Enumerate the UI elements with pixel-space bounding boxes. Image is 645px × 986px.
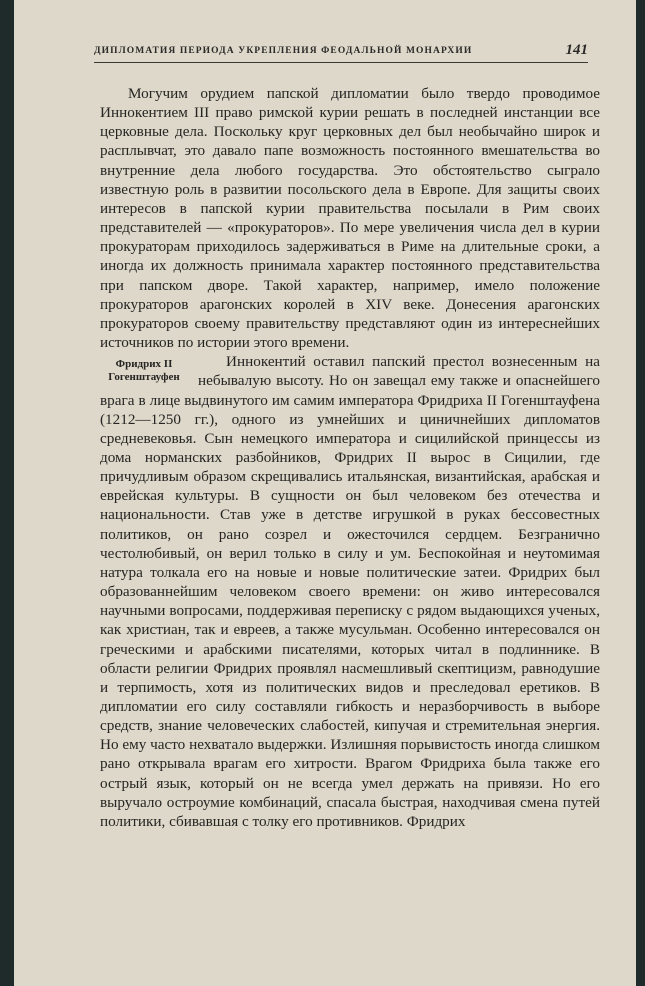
margin-heading-line-1: Фридрих II xyxy=(115,358,173,371)
margin-heading xyxy=(96,358,192,384)
margin-heading-line-2: Гогенштауфен xyxy=(108,371,180,384)
paragraph-1: Могучим орудием папской дипломатии было твердо проводимое Иннокентием III право римской курии решать в последней инстанции все церковные дела. Поскольку круг церковных дел был необычайно широк и расплывчат, это давало папе возможность постоянного вмешательства во внутренние дела любого государства. Это обстоятельство сыграло известную роль в развитии посольского дела в Европе. Для защиты своих интересов в папской курии правительства посылали в Рим своих представителей — «прокураторов». По мере увеличения числа дел в курии прокураторам приходилось задерживаться в Риме на длительные сроки, а иногда их должность принимала характер постоянного представительства при папском дворе. Такой характер, например, имело положение прокураторов арагонских королей в XIV веке. Донесения арагонских прокураторов своему правительству представляют один из интереснейших источников по истории этого времени. xyxy=(100,85,600,352)
page-header xyxy=(94,42,588,63)
page-number: 141 xyxy=(565,42,588,58)
paragraph-2: Иннокентий оставил папский престол вознесенным на небывалую высоту. Но он завещал ему также и опаснейшего врага в лице выдвинутого им самим императора Фридриха II Гогенштауфена (1212—1250 гг.), одного из умнейших и циничнейших дипломатов средневековья. Сын немецкого императора и сицилийской принцессы из дома норманских разбойников, Фридрих II вырос в Сицилии, где причудливым образом скрещивались итальянская, византийская, арабская и еврейская культуры. В сущности он был человеком без отечества и национальности. Став уже в детстве игрушкой в руках бессовестных политиков, он рано созрел и ожесточился сердцем. Безгранично честолюбивый, он верил только в силу и ум. Беспокойная и неутомимая натура толкала его на новые и новые политические затеи. Фридрих был образованнейшим человеком своего времени: он живо интересовался научными вопросами, поддерживая переписку с рядом выдающихся ученых, как христиан, так и евреев, а также мусульман. Особенно интересовался он греческими и арабскими писателями, которых читал в подлиннике. В области религии Фридрих проявлял насмешливый скептицизм, равнодушие и терпимость, хотя из политических видов и преследовал еретиков. В дипломатии его силу составляли гибкость и неразборчивость в выборе средств, знание человеческих слабостей, кипучая и стремительная энергия. Но ему часто нехватало выдержки. Излишняя порывистость иногда слишком рано открывала врагам его хитрости. Врагом Фридриха была также его острый язык, который он не всегда умел держать на привязи. Но его выручало остроумие комбинаций, спасала быстрая, находчивая смена путей политики, сбивавшая с толку его противников. Фридрих xyxy=(100,353,600,830)
body-text xyxy=(100,84,600,831)
book-page xyxy=(14,0,636,986)
running-title: ДИПЛОМАТИЯ ПЕРИОДА УКРЕПЛЕНИЯ ФЕОДАЛЬНОЙ МОНАРХИИ xyxy=(94,46,473,56)
